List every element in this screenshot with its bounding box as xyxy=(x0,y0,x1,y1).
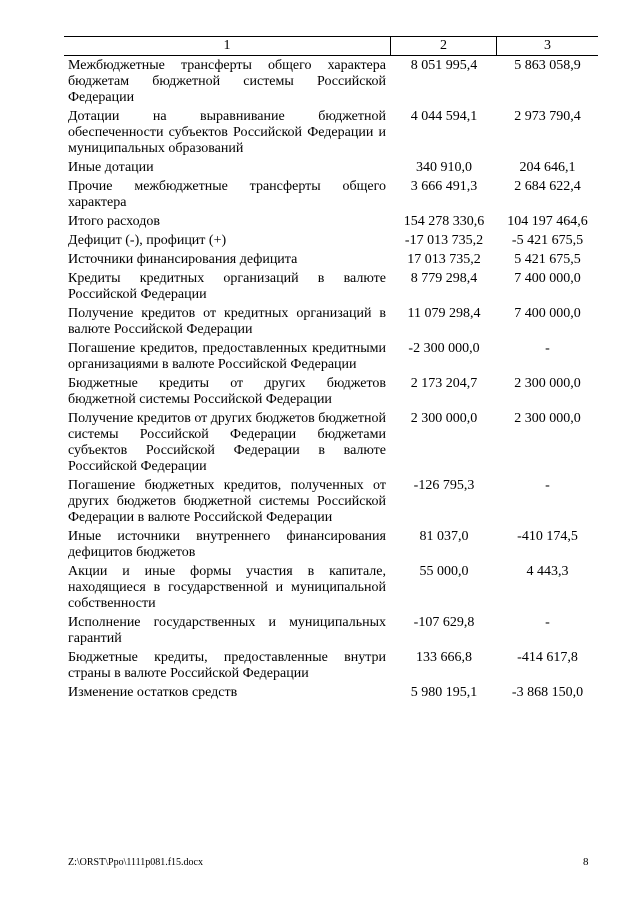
row-label: Получение кредитов от кредитных организаций в валюте Российской Федерации xyxy=(68,306,386,337)
row-value-col3: - xyxy=(545,478,550,493)
row-label: Дотации на выравнивание бюджетной обеспеченности субъектов Российской Федерации и муниципальных образований xyxy=(68,109,386,156)
table-row xyxy=(64,233,598,249)
table-row xyxy=(64,685,598,701)
row-label: Погашение бюджетных кредитов, полученных от других бюджетов бюджетной системы Российской Федерации в валюте Российской Федерации xyxy=(68,478,386,525)
row-label: Дефицит (-), профицит (+) xyxy=(68,233,227,248)
table-row xyxy=(64,411,598,475)
row-value-col3: 5 421 675,5 xyxy=(514,252,581,267)
row-value-col3: 7 400 000,0 xyxy=(514,271,581,286)
table-row xyxy=(64,160,598,176)
table-row xyxy=(64,376,598,408)
table-row xyxy=(64,179,598,211)
row-label: Прочие межбюджетные трансферты общего характера xyxy=(68,179,386,210)
row-value-col2: 2 300 000,0 xyxy=(410,411,478,426)
column-header-2: 2 xyxy=(391,37,497,55)
row-label: Бюджетные кредиты от других бюджетов бюджетной системы Российской Федерации xyxy=(68,376,386,407)
table-row xyxy=(64,58,598,106)
row-value-col2: 3 666 491,3 xyxy=(410,179,478,194)
row-value-col2: 4 044 594,1 xyxy=(410,109,478,124)
row-value-col3: -410 174,5 xyxy=(517,529,578,544)
row-value-col3: -414 617,8 xyxy=(517,650,578,665)
row-value-col2: -17 013 735,2 xyxy=(404,233,484,248)
table-row xyxy=(64,478,598,526)
footer-page-number: 8 xyxy=(583,856,589,868)
table-row xyxy=(64,341,598,373)
table-row xyxy=(64,564,598,612)
row-label: Бюджетные кредиты, предоставленные внутри страны в валюте Российской Федерации xyxy=(68,650,386,681)
table-row xyxy=(64,109,598,157)
footer-file-path: Z:\ORST\Ppo\1111p081.f15.docx xyxy=(68,857,203,868)
row-value-col2: 8 051 995,4 xyxy=(410,58,478,73)
table-row xyxy=(64,214,598,230)
row-value-col3: 2 300 000,0 xyxy=(514,411,581,426)
table-row xyxy=(64,271,598,303)
row-value-col2: -126 795,3 xyxy=(413,478,475,493)
column-header-1: 1 xyxy=(64,37,391,55)
row-label: Источники финансирования дефицита xyxy=(68,252,298,267)
row-label: Итого расходов xyxy=(68,214,160,229)
row-value-col3: 7 400 000,0 xyxy=(514,306,581,321)
row-value-col3: 5 863 058,9 xyxy=(514,58,581,73)
column-header-3: 3 xyxy=(544,38,551,53)
row-value-col3: 2 300 000,0 xyxy=(514,376,581,391)
row-label: Межбюджетные трансферты общего характера бюджетам бюджетной системы Российской Федерации xyxy=(68,58,386,105)
table-row xyxy=(64,306,598,338)
row-value-col2: 5 980 195,1 xyxy=(410,685,478,700)
row-value-col3: -5 421 675,5 xyxy=(511,233,584,248)
row-value-col3: 2 973 790,4 xyxy=(514,109,581,124)
row-value-col2: -107 629,8 xyxy=(413,615,475,630)
row-value-col3: 104 197 464,6 xyxy=(507,214,588,229)
row-value-col3: 2 684 622,4 xyxy=(514,179,581,194)
row-label: Исполнение государственных и муниципальных гарантий xyxy=(68,615,386,646)
row-label: Получение кредитов от других бюджетов бюджетной системы Российской Федерации бюджетами субъектов Российской Федерации в валюте Российской Федерации xyxy=(68,411,387,474)
row-value-col3: - xyxy=(545,341,550,356)
row-label: Изменение остатков средств xyxy=(68,685,238,700)
row-label: Иные источники внутреннего финансирования дефицитов бюджетов xyxy=(68,529,386,560)
row-value-col2: 81 037,0 xyxy=(419,529,469,544)
row-value-col2: 340 910,0 xyxy=(416,160,472,175)
row-value-col3: - xyxy=(545,615,550,630)
row-value-col2: -2 300 000,0 xyxy=(408,341,480,356)
table-row xyxy=(64,650,598,682)
row-label: Акции и иные формы участия в капитале, находящиеся в государственной и муниципальной собственности xyxy=(68,564,386,611)
row-value-col3: 204 646,1 xyxy=(519,160,576,175)
table-row xyxy=(64,615,598,647)
table-header-row xyxy=(64,36,598,56)
row-value-col2: 11 079 298,4 xyxy=(407,306,481,321)
row-value-col2: 17 013 735,2 xyxy=(407,252,481,267)
row-label: Кредиты кредитных организаций в валюте Российской Федерации xyxy=(68,271,386,302)
row-value-col3: 4 443,3 xyxy=(526,564,569,579)
row-value-col2: 8 779 298,4 xyxy=(410,271,478,286)
row-value-col3: -3 868 150,0 xyxy=(511,685,584,700)
row-value-col2: 133 666,8 xyxy=(416,650,472,665)
row-label: Погашение кредитов, предоставленных кредитными организациями в валюте Российской Федерации xyxy=(68,341,386,372)
table-row xyxy=(64,529,598,561)
budget-table-body xyxy=(64,58,598,704)
table-row xyxy=(64,252,598,268)
row-label: Иные дотации xyxy=(68,160,154,175)
row-value-col2: 2 173 204,7 xyxy=(410,376,478,391)
row-value-col2: 154 278 330,6 xyxy=(403,214,485,229)
row-value-col2: 55 000,0 xyxy=(419,564,469,579)
